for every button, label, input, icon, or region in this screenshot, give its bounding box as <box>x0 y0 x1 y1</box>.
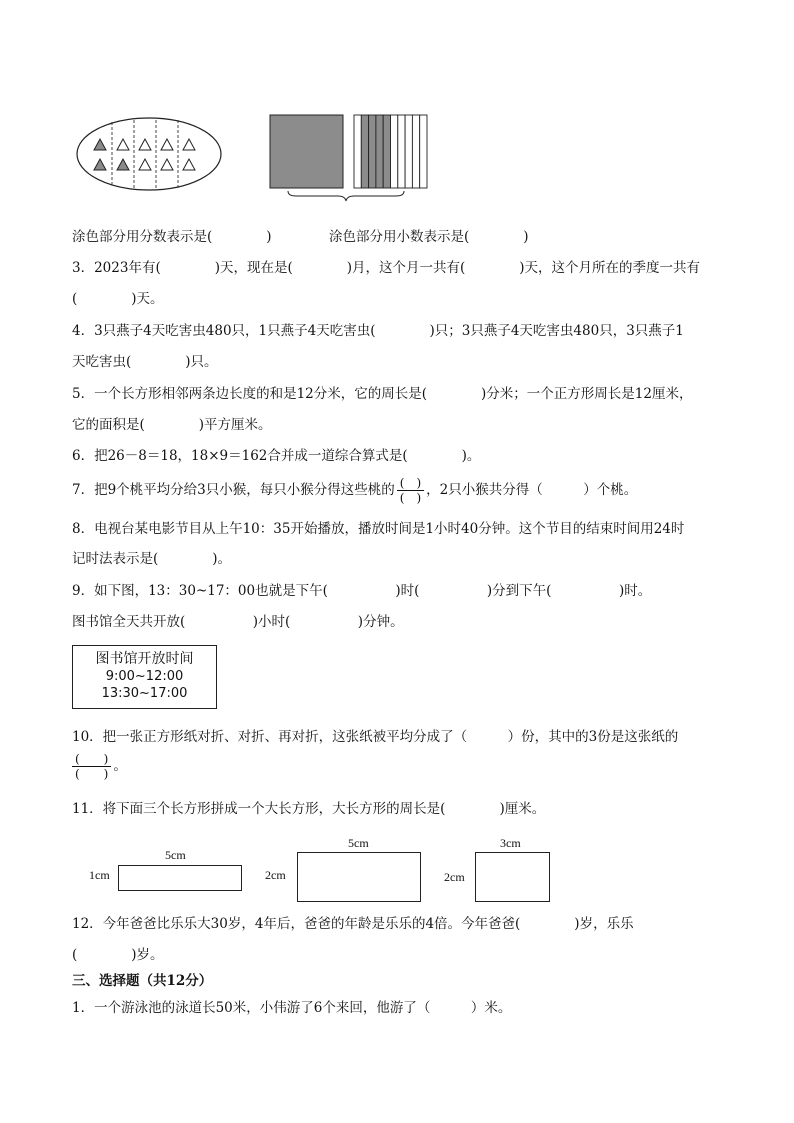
q7-numerator: ( ) <box>399 476 422 490</box>
sign-time-afternoon: 13:30~17:00 <box>101 686 188 701</box>
triangle <box>161 139 173 150</box>
shaded-strip <box>376 115 383 188</box>
shaded-strip <box>361 115 368 188</box>
q9-line2: 图书馆全天共开放( )小时( )分钟。 <box>72 614 404 630</box>
q12-line2: ( )岁。 <box>72 947 164 963</box>
q12-line1: 12．今年爸爸比乐乐大30岁，4年后，爸爸的年龄是乐乐的4倍。今年爸爸( )岁，乐乐 <box>72 916 634 932</box>
rect2-top-label: 5cm <box>348 836 369 850</box>
q6-line1: 6．把26－8＝18，18×9＝162合并成一道综合算式是( )。 <box>72 448 481 464</box>
library-hours-sign <box>72 645 217 709</box>
q10-line1: 10．把一张正方形纸对折、对折、再对折，这张纸被平均分成了（ ）份，其中的3份是这张纸的 <box>72 729 679 745</box>
q7-after: ，2只小猴共分得（ ）个桃。 <box>426 482 638 498</box>
rect3-top-label: 3cm <box>500 836 521 850</box>
rect2-side-label: 2cm <box>265 868 286 882</box>
q10-denominator: ( ) <box>75 767 109 781</box>
strip <box>412 115 419 188</box>
q8-line2: 记时法表示是( )。 <box>72 551 232 567</box>
q4-line1: 4．3只燕子4天吃害虫480只，1只燕子4天吃害虫( )只；3只燕子4天吃害虫480只，3只燕子1 <box>72 323 684 339</box>
q9-line1: 9．如下图，13：30~17：00也就是下午( )时( )分到下午( )时。 <box>72 583 652 599</box>
q4-line2: 天吃害虫( )只。 <box>72 354 218 370</box>
rect-3x2 <box>475 852 550 902</box>
decimal-caption: 涂色部分用小数表示是( ) <box>329 229 529 245</box>
brace <box>288 191 404 201</box>
full-shaded-square <box>270 115 343 188</box>
strip <box>354 115 361 188</box>
strip <box>405 115 412 188</box>
rect1-side-label: 1cm <box>89 868 110 882</box>
strip <box>391 115 398 188</box>
strip <box>398 115 405 188</box>
sign-time-morning: 9:00~12:00 <box>105 669 184 684</box>
q10-line2 <box>72 752 127 781</box>
shaded-strip <box>383 115 390 188</box>
q3-line2: ( )天。 <box>72 291 164 307</box>
q7-denominator: ( ) <box>399 491 422 505</box>
s3q1-line1: 1．一个游泳池的泳道长50米，小伟游了6个来回，他游了（ ）米。 <box>72 1000 512 1016</box>
triangle <box>183 159 195 170</box>
q10-after: 。 <box>113 758 127 774</box>
q5-line2: 它的面积是( )平方厘米。 <box>72 417 272 433</box>
q10-numerator: ( ) <box>75 752 109 766</box>
rect3-side-label: 2cm <box>444 870 465 884</box>
q8-line1: 8．电视台某电影节目从上午10：35开始播放，播放时间是1小时40分钟。这个节目的结束时间用24时 <box>72 521 685 537</box>
q10-fraction-blank <box>72 752 111 781</box>
decimal-model-figure <box>268 113 428 208</box>
triangle <box>139 139 151 150</box>
triangle <box>161 159 173 170</box>
fraction-caption: 涂色部分用分数表示是( ) <box>72 229 272 245</box>
shaded-triangle <box>94 139 106 150</box>
rect1-top-label: 5cm <box>165 848 186 862</box>
triangle <box>139 159 151 170</box>
triangle-oval-figure <box>72 114 232 194</box>
q7-before: 7．把9个桃平均分给3只小猴，每只小猴分得这些桃的 <box>72 482 395 498</box>
rect-5x2 <box>297 852 421 902</box>
q3-line1: 3．2023年有( )天，现在是( )月，这个月一共有( )天，这个月所在的季度一共有 <box>72 260 701 276</box>
shaded-triangle <box>117 159 129 170</box>
shaded-triangle <box>94 159 106 170</box>
q11-line1: 11．将下面三个长方形拼成一个大长方形，大长方形的周长是( )厘米。 <box>72 801 546 817</box>
sign-title: 图书馆开放时间 <box>95 651 194 667</box>
triangle <box>183 139 195 150</box>
rect-5x1 <box>118 865 242 891</box>
q7-fraction-blank <box>397 476 424 505</box>
triangle <box>117 139 129 150</box>
section3-heading: 三、选择题（共12分） <box>72 973 213 989</box>
strip <box>420 115 427 188</box>
shaded-strip <box>369 115 376 188</box>
q5-line1: 5．一个长方形相邻两条边长度的和是12分米，它的周长是( )分米；一个正方形周长是12厘米， <box>72 386 693 402</box>
q7-line <box>72 476 637 505</box>
